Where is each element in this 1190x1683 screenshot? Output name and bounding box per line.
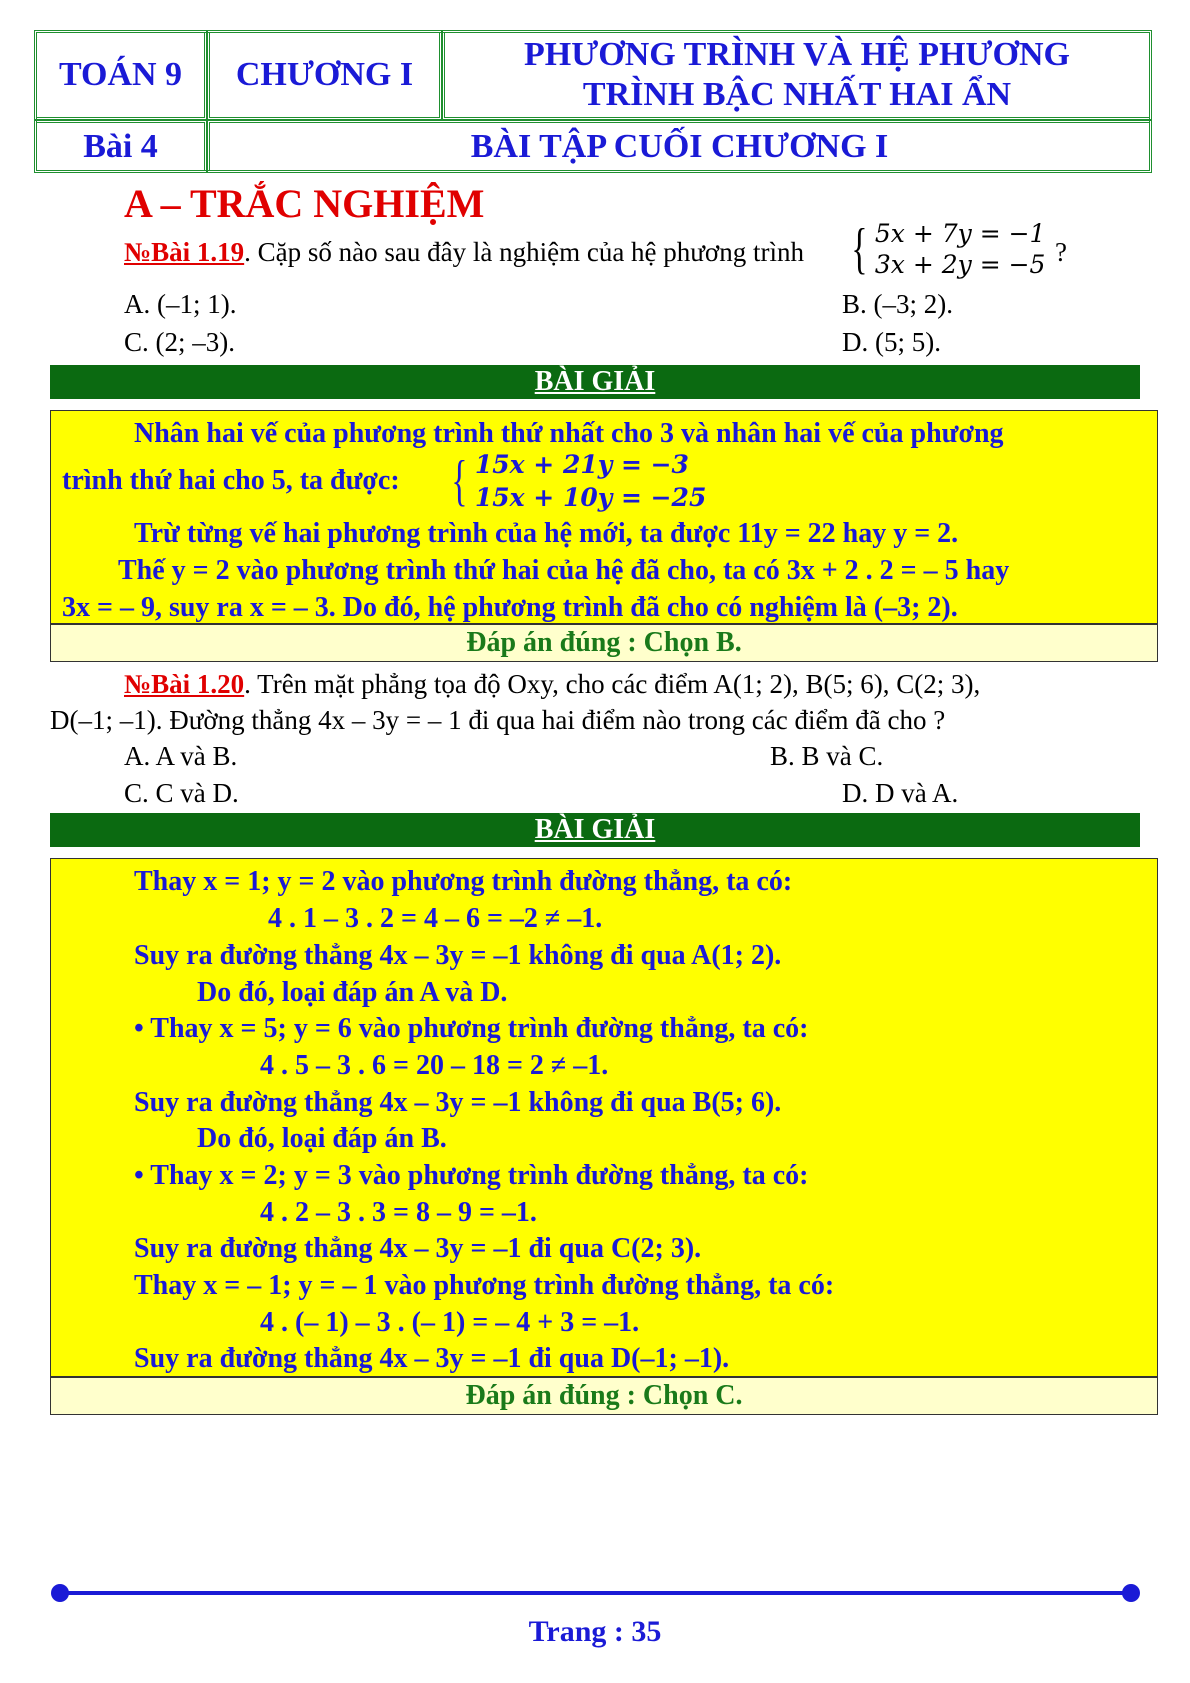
solution-line: Nhân hai vế của phương trình thứ nhất cho 3 và nhân hai vế của phương bbox=[134, 418, 1004, 449]
solution-line: trình thứ hai cho 5, ta được: bbox=[62, 465, 400, 496]
problem-1-19-statement bbox=[124, 235, 804, 269]
equation-1: 15x + 21y = −3 bbox=[474, 450, 689, 479]
option-b: B. (–3; 2). bbox=[842, 289, 953, 319]
solution-line: Suy ra đường thẳng 4x – 3y = –1 đi qua C(2; 3). bbox=[134, 1233, 702, 1264]
answer-box bbox=[50, 1377, 1158, 1415]
solution-line: Suy ra đường thẳng 4x – 3y = –1 không đi qua A(1; 2). bbox=[134, 940, 782, 971]
chapter-title-line1: PHƯƠNG TRÌNH VÀ HỆ PHƯƠNG bbox=[524, 36, 1070, 73]
solution-equation-system bbox=[446, 448, 706, 514]
solution-header-bar bbox=[50, 813, 1140, 847]
solution-line: Thay x = – 1; y = – 1 vào phương trình đường thẳng, ta có: bbox=[134, 1270, 835, 1301]
solution-line: Trừ từng vế hai phương trình của hệ mới, ta được 11y = 22 hay y = 2. bbox=[134, 518, 959, 549]
solution-line: Suy ra đường thẳng 4x – 3y = –1 không đi qua B(5; 6). bbox=[134, 1087, 782, 1118]
lesson-title: BÀI TẬP CUỐI CHƯƠNG I bbox=[470, 127, 889, 165]
problem-1-20-statement bbox=[124, 667, 980, 701]
footer-line bbox=[60, 1591, 1131, 1595]
option-c: C. (2; –3). bbox=[124, 327, 235, 357]
equation-2: 3x + 2y = −5 bbox=[874, 250, 1046, 279]
solution-line: 4 . 2 – 3 . 3 = 8 – 9 = –1. bbox=[260, 1197, 537, 1228]
answer-box bbox=[50, 624, 1158, 662]
equation-system bbox=[846, 218, 1045, 280]
chapter-label: CHƯƠNG I bbox=[235, 56, 414, 93]
option-a: A. A và B. bbox=[124, 741, 238, 771]
solution-line: • Thay x = 5; y = 6 vào phương trình đường thẳng, ta có: bbox=[134, 1013, 809, 1044]
lesson-cell bbox=[34, 120, 207, 173]
solution-header-bar bbox=[50, 365, 1140, 399]
lesson-label: Bài 4 bbox=[83, 127, 158, 165]
solution-header: BÀI GIẢI bbox=[534, 814, 656, 845]
solution-line: Thay x = 1; y = 2 vào phương trình đường thẳng, ta có: bbox=[134, 866, 793, 897]
option-c: C. C và D. bbox=[124, 778, 239, 808]
problem-text: . Trên mặt phẳng tọa độ Oxy, cho các điểm A(1; 2), B(5; 6), C(2; 3), bbox=[244, 669, 981, 699]
solution-line: 4 . (– 1) – 3 . (– 1) = – 4 + 3 = –1. bbox=[260, 1307, 640, 1338]
option-a: A. (–1; 1). bbox=[124, 289, 237, 319]
chapter-cell bbox=[207, 30, 442, 120]
equation-1: 5x + 7y = −1 bbox=[874, 219, 1046, 248]
subject-label: TOÁN 9 bbox=[58, 56, 183, 93]
solution-line: • Thay x = 2; y = 3 vào phương trình đường thẳng, ta có: bbox=[134, 1160, 809, 1191]
answer-text: Đáp án đúng : Chọn C. bbox=[465, 1380, 743, 1411]
brace-symbol: { bbox=[851, 218, 868, 280]
chapter-title-line2: TRÌNH BẬC NHẤT HAI ẨN bbox=[582, 76, 1012, 113]
option-b: B. B và C. bbox=[770, 741, 884, 771]
solution-line: Thế y = 2 vào phương trình thứ hai của hệ đã cho, ta có 3x + 2 . 2 = – 5 hay bbox=[118, 555, 1010, 586]
solution-header: BÀI GIẢI bbox=[534, 366, 656, 397]
page-number: Trang : 35 bbox=[528, 1615, 662, 1648]
section-title: A – TRẮC NGHIỆM bbox=[124, 181, 485, 226]
chapter-title-cell bbox=[442, 30, 1152, 120]
question-mark: ? bbox=[1055, 237, 1067, 267]
problem-label: №Bài 1.19 bbox=[124, 237, 245, 267]
solution-line: 3x = – 9, suy ra x = – 3. Do đó, hệ phương trình đã cho có nghiệm là (–3; 2). bbox=[62, 592, 958, 623]
solution-line: Do đó, loại đáp án B. bbox=[197, 1123, 447, 1154]
problem-text-line2: D(–1; –1). Đường thẳng 4x – 3y = – 1 đi qua hai điểm nào trong các điểm đã cho ? bbox=[50, 705, 946, 735]
answer-text: Đáp án đúng : Chọn B. bbox=[466, 627, 742, 658]
lesson-title-cell bbox=[207, 120, 1152, 173]
subject-cell bbox=[34, 30, 207, 120]
footer-dot-left bbox=[51, 1584, 69, 1602]
brace-symbol: { bbox=[451, 450, 468, 512]
solution-line: 4 . 1 – 3 . 2 = 4 – 6 = –2 ≠ –1. bbox=[268, 903, 603, 934]
equation-2: 15x + 10y = −25 bbox=[474, 483, 707, 512]
problem-text: . Cặp số nào sau đây là nghiệm của hệ phương trình bbox=[244, 237, 804, 267]
problem-label: №Bài 1.20 bbox=[124, 669, 245, 699]
solution-line: Suy ra đường thẳng 4x – 3y = –1 đi qua D(–1; –1). bbox=[134, 1343, 730, 1374]
option-d: D. (5; 5). bbox=[842, 327, 941, 357]
solution-line: 4 . 5 – 3 . 6 = 20 – 18 = 2 ≠ –1. bbox=[260, 1050, 609, 1081]
option-d: D. D và A. bbox=[842, 778, 959, 808]
footer-dot-right bbox=[1122, 1584, 1140, 1602]
solution-line: Do đó, loại đáp án A và D. bbox=[197, 977, 508, 1008]
